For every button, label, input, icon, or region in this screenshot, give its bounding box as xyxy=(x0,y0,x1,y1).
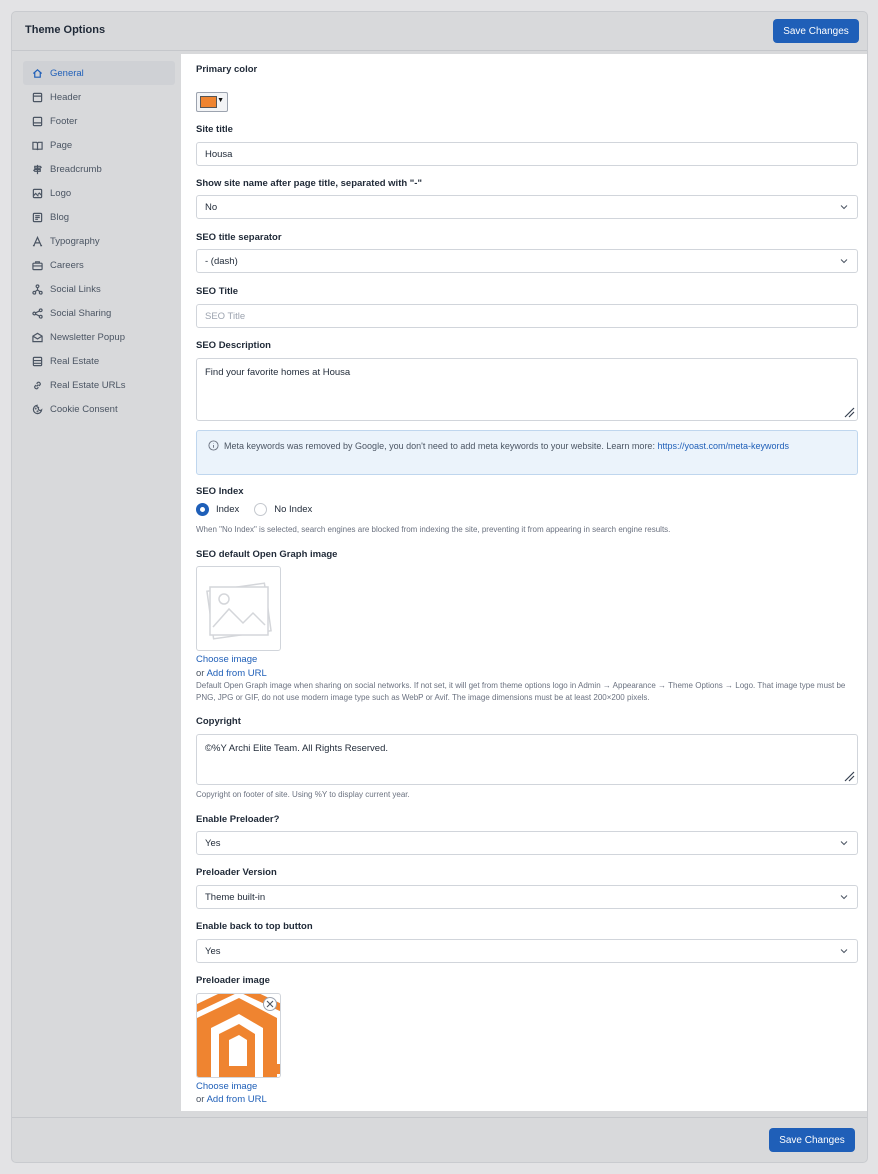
building-icon xyxy=(31,355,43,367)
mail-icon xyxy=(31,331,43,343)
og-add-from-url-link[interactable]: Add from URL xyxy=(206,668,267,679)
sidebar-item-general[interactable] xyxy=(23,61,175,85)
select-value: No xyxy=(205,201,218,213)
sidebar-item-social-links[interactable] xyxy=(23,277,175,301)
enable-preloader-select[interactable] xyxy=(196,831,858,855)
seo-index-radio-group xyxy=(196,503,327,516)
settings-panel xyxy=(181,54,867,1111)
save-changes-button-top[interactable]: Save Changes xyxy=(773,19,859,43)
copyright-label: Copyright xyxy=(196,716,241,727)
sidebar-item-footer[interactable] xyxy=(23,109,175,133)
layout-footer-icon xyxy=(31,115,43,127)
back-to-top-label: Enable back to top button xyxy=(196,921,313,932)
radio-no-index-label[interactable]: No Index xyxy=(274,504,313,515)
book-icon xyxy=(31,139,43,151)
sidebar-item-label: General xyxy=(50,67,84,79)
radio-no-index[interactable] xyxy=(254,503,267,516)
chevron-down-icon xyxy=(840,839,848,847)
meta-keywords-alert xyxy=(196,430,858,475)
or-text: or xyxy=(196,1094,205,1105)
sidebar-item-label: Breadcrumb xyxy=(50,163,102,175)
preloader-add-from-url-link[interactable]: Add from URL xyxy=(206,1094,267,1105)
image-placeholder-icon xyxy=(197,567,281,651)
seo-separator-select[interactable] xyxy=(196,249,858,273)
sidebar-item-label: Newsletter Popup xyxy=(50,331,125,343)
preloader-image-preview[interactable] xyxy=(196,993,281,1078)
sidebar-item-label: Social Sharing xyxy=(50,307,112,319)
color-swatch xyxy=(200,96,217,108)
sidebar-item-logo[interactable] xyxy=(23,181,175,205)
preloader-version-label: Preloader Version xyxy=(196,867,277,878)
sidebar-item-header[interactable] xyxy=(23,85,175,109)
og-image-help: Default Open Graph image when sharing on social networks. If not set, it will get from theme options logo in Admin → Appearance → Theme Options → Logo. That image type must be PNG, JPG or GIF, do not use modern image type such as WebP or Avif. The image dimensions must be at least 200×200 pixels. xyxy=(196,681,846,702)
sidebar-item-label: Blog xyxy=(50,211,70,223)
sidebar-item-label: Cookie Consent xyxy=(50,403,118,415)
close-icon xyxy=(266,1000,274,1008)
page-title: Theme Options xyxy=(25,24,106,36)
sidebar-item-careers[interactable] xyxy=(23,253,175,277)
select-value: Theme built-in xyxy=(205,891,266,903)
seo-title-input[interactable]: SEO Title xyxy=(196,304,858,328)
sidebar-item-newsletter-popup[interactable] xyxy=(23,325,175,349)
textarea-value: Find your favorite homes at Housa xyxy=(205,367,351,378)
select-value: Yes xyxy=(205,837,221,849)
image-icon xyxy=(31,187,43,199)
alert-text: Meta keywords was removed by Google, you don't need to add meta keywords to your website. Learn more: xyxy=(224,441,658,451)
chevron-down-icon xyxy=(840,257,848,265)
sidebar-item-cookie-consent[interactable] xyxy=(23,397,175,421)
sidebar-item-label: Logo xyxy=(50,187,72,199)
share-icon xyxy=(31,307,43,319)
select-value: Yes xyxy=(205,945,221,957)
resize-grip-icon[interactable] xyxy=(843,770,855,782)
sidebar-item-real-estate[interactable] xyxy=(23,349,175,373)
primary-color-picker[interactable] xyxy=(196,92,228,112)
chevron-down-icon xyxy=(840,203,848,211)
copyright-help: Copyright on footer of site. Using %Y to display current year. xyxy=(196,790,410,799)
signpost-icon xyxy=(31,163,43,175)
briefcase-icon xyxy=(31,259,43,271)
caret-down-icon: ▼ xyxy=(217,97,224,104)
theme-options-card xyxy=(11,11,868,1163)
back-to-top-select[interactable] xyxy=(196,939,858,963)
seo-index-help: When "No Index" is selected, search engines are blocked from indexing the site, preventing it from appearing in search engine results. xyxy=(196,525,671,534)
preloader-version-select[interactable] xyxy=(196,885,858,909)
radio-index[interactable] xyxy=(196,503,209,516)
sidebar-item-typography[interactable] xyxy=(23,229,175,253)
seo-index-label: SEO Index xyxy=(196,486,244,497)
seo-title-label: SEO Title xyxy=(196,286,239,297)
site-title-label: Site title xyxy=(196,124,233,135)
bottom-bar xyxy=(12,1117,867,1163)
chevron-down-icon xyxy=(840,893,848,901)
resize-grip-icon[interactable] xyxy=(843,406,855,418)
typography-icon xyxy=(31,235,43,247)
sidebar-item-label: Header xyxy=(50,91,82,103)
layout-header-icon xyxy=(31,91,43,103)
sidebar-item-label: Real Estate URLs xyxy=(50,379,126,391)
article-icon xyxy=(31,211,43,223)
select-value: - (dash) xyxy=(205,255,238,267)
save-changes-button-bottom[interactable]: Save Changes xyxy=(769,1128,855,1152)
sidebar-item-blog[interactable] xyxy=(23,205,175,229)
sidebar-item-label: Careers xyxy=(50,259,84,271)
seo-separator-label: SEO title separator xyxy=(196,232,282,243)
site-title-input[interactable]: Housa xyxy=(196,142,858,166)
og-image-preview[interactable] xyxy=(196,566,281,651)
copyright-textarea[interactable] xyxy=(196,734,858,785)
sidebar-item-label: Page xyxy=(50,139,73,151)
preloader-image-label: Preloader image xyxy=(196,975,270,986)
top-bar xyxy=(12,12,867,51)
primary-color-label: Primary color xyxy=(196,64,258,75)
preloader-choose-image-link[interactable]: Choose image xyxy=(196,1081,258,1092)
link-icon xyxy=(31,379,43,391)
sidebar-item-label: Footer xyxy=(50,115,78,127)
show-site-name-label: Show site name after page title, separated with "-" xyxy=(196,178,422,189)
sidebar-item-page[interactable] xyxy=(23,133,175,157)
cookie-icon xyxy=(31,403,43,415)
textarea-value: ©%Y Archi Elite Team. All Rights Reserved. xyxy=(205,743,389,754)
or-text: or xyxy=(196,668,205,679)
sidebar-item-label: Real Estate xyxy=(50,355,100,367)
og-choose-image-link[interactable]: Choose image xyxy=(196,654,258,665)
sidebar-item-real-estate-urls[interactable] xyxy=(23,373,175,397)
enable-preloader-label: Enable Preloader? xyxy=(196,814,280,825)
show-site-name-select[interactable] xyxy=(196,195,858,219)
info-icon xyxy=(208,440,219,451)
sidebar-item-label: Typography xyxy=(50,235,100,247)
remove-image-button[interactable] xyxy=(263,997,277,1011)
sidebar-item-label: Social Links xyxy=(50,283,101,295)
sidebar-item-breadcrumb[interactable] xyxy=(23,157,175,181)
sidebar-item-social-sharing[interactable] xyxy=(23,301,175,325)
network-icon xyxy=(31,283,43,295)
seo-description-label: SEO Description xyxy=(196,340,271,351)
og-or-add-url xyxy=(196,668,267,679)
preloader-or-add-url xyxy=(196,1094,267,1105)
sidebar xyxy=(23,61,175,421)
chevron-down-icon xyxy=(840,947,848,955)
yoast-link[interactable]: https://yoast.com/meta-keywords xyxy=(657,441,789,451)
home-icon xyxy=(31,67,43,79)
og-image-label: SEO default Open Graph image xyxy=(196,549,338,560)
seo-description-textarea[interactable] xyxy=(196,358,858,421)
radio-index-label[interactable]: Index xyxy=(216,504,240,515)
